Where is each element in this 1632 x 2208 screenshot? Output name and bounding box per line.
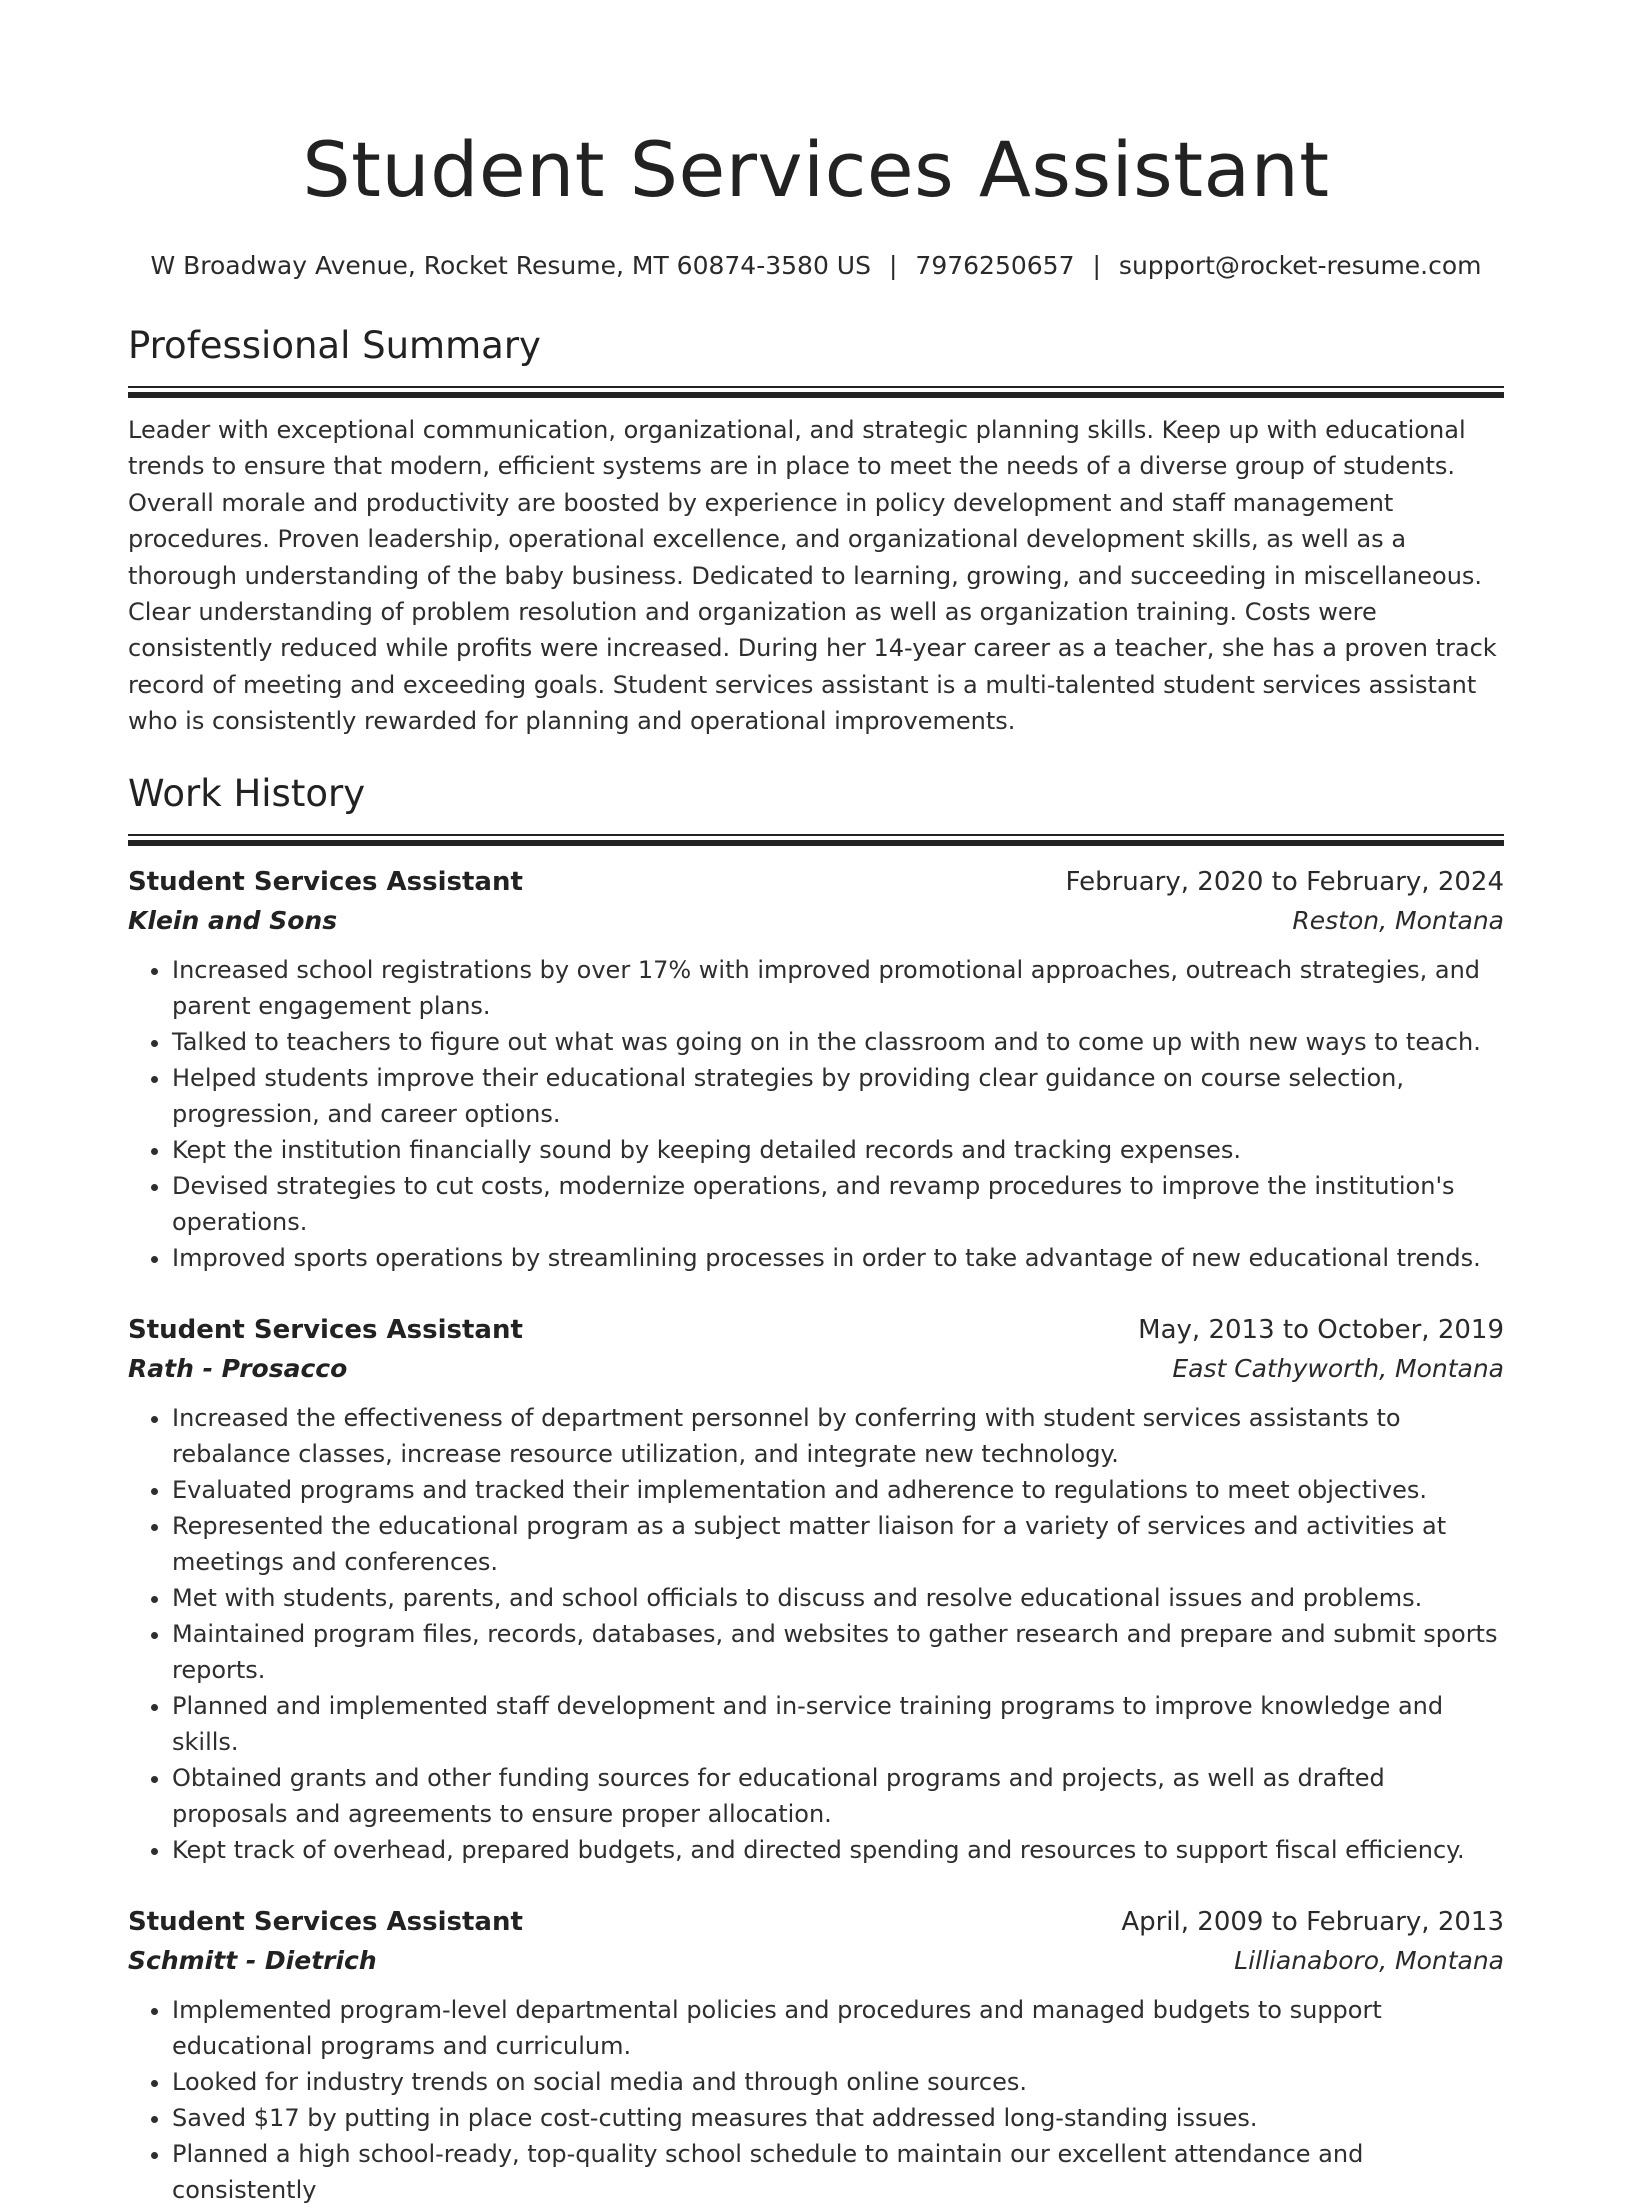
summary-text: Leader with exceptional communication, organizational, and strategic planning skills. Keep up with educational trends to ensure that modern, efficient systems are in place to meet the needs of a diverse group of students. Overall morale and productivity are boosted by experience in policy development and staff management procedures. Proven leadership, operational excellence, and organizational development skills, as well as a thorough understanding of the baby business. Dedicated to learning, growing, and succeeding in miscellaneous. Clear understanding of problem resolution and organization as well as organization training. Costs were consistently reduced while profits were increased. During her 14-year career as a teacher, she has a proven track record of meeting and exceeding goals. Student services assistant is a multi-talented student services assistant who is consistently rewarded for planning and operational improvements. — [128, 416, 1497, 736]
job-dates: May, 2013 to October, 2019 — [1138, 1314, 1504, 1345]
job-subheader — [128, 1942, 1504, 1980]
job-bullet: • Talked to teachers to figure out what was going on in the classroom and to come up with new ways to teach. — [172, 1024, 1504, 1060]
section-title-work-history: Work History — [128, 771, 366, 815]
job-header — [128, 862, 1504, 902]
contact-address: W Broadway Avenue, Rocket Resume, MT 60874-3580 US — [150, 251, 871, 280]
job-bullet: • Represented the educational program as a subject matter liaison for a variety of services and activities at meetings and conferences. — [172, 1508, 1504, 1580]
page-title: Student Services Assistant — [302, 125, 1330, 214]
job-bullet: • Increased the effectiveness of department personnel by conferring with student services assistants to rebalance classes, increase resource utilization, and integrate new technology. — [172, 1400, 1504, 1472]
job-bullets — [128, 952, 1504, 1276]
job-bullet: • Planned and implemented staff development and in-service training programs to improve knowledge and skills. — [172, 1688, 1504, 1760]
job-entry — [128, 1902, 1504, 2208]
job-dates: April, 2009 to February, 2013 — [1121, 1906, 1504, 1937]
job-entry — [128, 1310, 1504, 1868]
job-location: Lillianaboro, Montana — [1234, 1945, 1504, 1975]
job-company: Rath - Prosacco — [128, 1353, 348, 1383]
job-bullet: • Improved sports operations by streamlining processes in order to take advantage of new educational trends. — [172, 1240, 1504, 1276]
job-subheader — [128, 902, 1504, 940]
work-history-section — [128, 770, 1504, 2208]
job-entry — [128, 862, 1504, 1276]
job-bullet: • Kept track of overhead, prepared budgets, and directed spending and resources to support fiscal efficiency. — [172, 1832, 1504, 1868]
job-title: Student Services Assistant — [128, 866, 523, 897]
summary-section — [128, 322, 1504, 740]
job-bullets — [128, 1992, 1504, 2208]
job-title: Student Services Assistant — [128, 1314, 523, 1345]
job-bullet: • Increased school registrations by over 17% with improved promotional approaches, outreach strategies, and parent engagement plans. — [172, 952, 1504, 1024]
section-divider — [128, 834, 1504, 846]
job-bullet: • Planned a high school-ready, top-quality school schedule to maintain our excellent attendance and consistently — [172, 2136, 1504, 2208]
job-location: Reston, Montana — [1292, 905, 1504, 935]
contact-separator: | — [1092, 251, 1101, 280]
job-bullet: • Maintained program files, records, databases, and websites to gather research and prepare and submit sports reports. — [172, 1616, 1504, 1688]
job-location: East Cathyworth, Montana — [1172, 1353, 1504, 1383]
job-bullet: • Devised strategies to cut costs, modernize operations, and revamp procedures to improve the institution's operations. — [172, 1168, 1504, 1240]
job-bullet: • Looked for industry trends on social media and through online sources. — [172, 2064, 1504, 2100]
section-divider — [128, 386, 1504, 398]
job-bullet: • Saved $17 by putting in place cost-cutting measures that addressed long-standing issues. — [172, 2100, 1504, 2136]
contact-email: support@rocket-resume.com — [1118, 251, 1482, 280]
job-title: Student Services Assistant — [128, 1906, 523, 1937]
job-header — [128, 1902, 1504, 1942]
contact-line — [128, 248, 1504, 284]
section-title-summary: Professional Summary — [128, 324, 541, 367]
job-dates: February, 2020 to February, 2024 — [1065, 866, 1504, 897]
job-company: Klein and Sons — [128, 905, 338, 935]
job-bullet: • Kept the institution financially sound by keeping detailed records and tracking expenses. — [172, 1132, 1504, 1168]
job-bullets — [128, 1400, 1504, 1868]
job-bullet: • Implemented program-level departmental policies and procedures and managed budgets to support educational programs and curriculum. — [172, 1992, 1504, 2064]
job-bullet: • Helped students improve their educational strategies by providing clear guidance on course selection, progression, and career options. — [172, 1060, 1504, 1132]
job-company: Schmitt - Dietrich — [128, 1945, 377, 1975]
job-bullet: • Met with students, parents, and school officials to discuss and resolve educational issues and problems. — [172, 1580, 1504, 1616]
contact-separator: | — [888, 251, 898, 280]
contact-phone: 7976250657 — [915, 251, 1075, 280]
job-header — [128, 1310, 1504, 1350]
job-subheader — [128, 1350, 1504, 1388]
job-bullet: • Obtained grants and other funding sources for educational programs and projects, as well as drafted proposals and agreements to ensure proper allocation. — [172, 1760, 1504, 1832]
job-bullet: • Evaluated programs and tracked their implementation and adherence to regulations to meet objectives. — [172, 1472, 1504, 1508]
